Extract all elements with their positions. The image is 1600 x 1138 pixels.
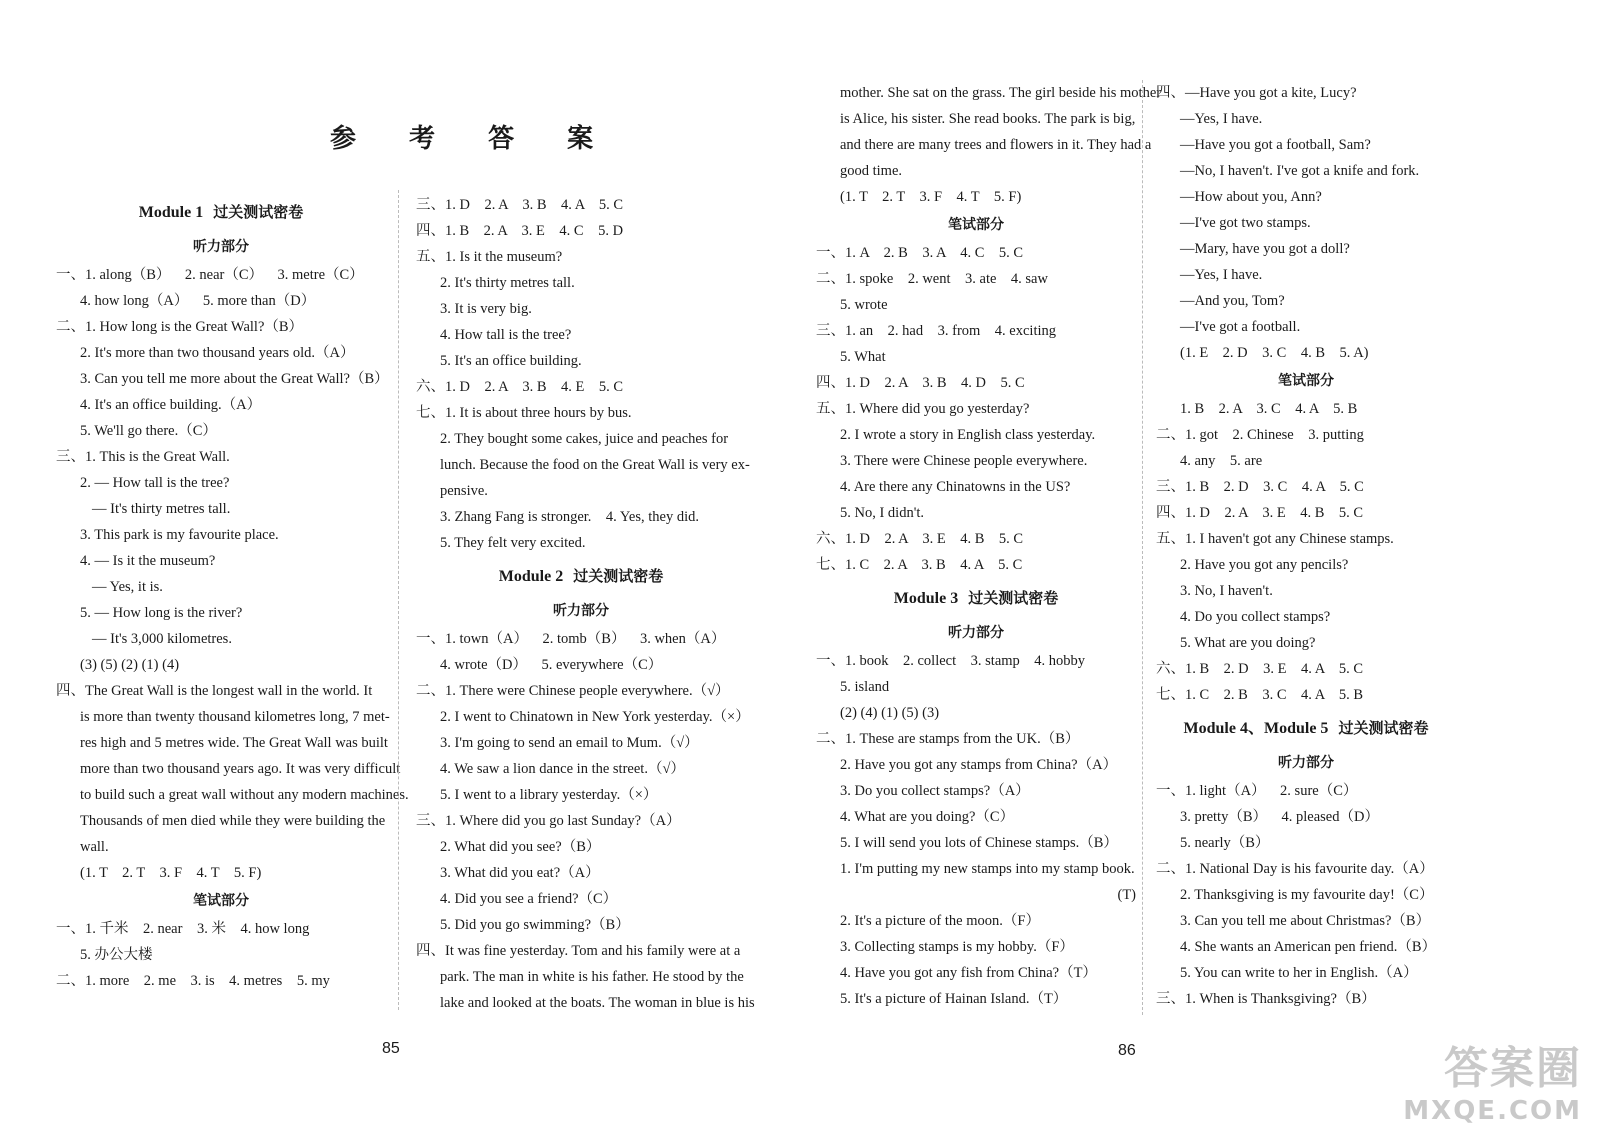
answer-line: lake and looked at the boats. The woman in blue is his <box>440 995 755 1011</box>
answer-line: (1. E 2. D 3. C 4. B 5. A) <box>1180 345 1369 361</box>
answer-line: 3. No, I haven't. <box>1180 583 1273 599</box>
answer-line: 4. Have you got any fish from China?（T） <box>840 965 1097 981</box>
answer-line: 2. It's thirty metres tall. <box>440 275 575 291</box>
answer-line: 3. It is very big. <box>440 301 532 317</box>
answer-line: 3. Zhang Fang is stronger. 4. Yes, they did. <box>440 509 699 525</box>
answer-lines <box>416 626 755 1016</box>
answer-line: 三、1. This is the Great Wall. <box>56 449 230 465</box>
answer-lines <box>816 240 1136 578</box>
answer-line: wall. <box>80 839 109 855</box>
answer-line: 2. They bought some cakes, juice and peaches for <box>440 431 729 447</box>
answer-line: 5. island <box>840 679 890 695</box>
answer-line: 4. any 5. are <box>1180 453 1263 469</box>
answer-line: 1. I'm putting my new stamps into my stamp book. <box>840 861 1135 877</box>
module-1-heading <box>56 192 386 232</box>
answer-line: 5. nearly（B） <box>1180 835 1270 851</box>
answer-line: —Yes, I have. <box>1180 267 1263 283</box>
column-1 <box>56 192 409 994</box>
answer-line: —Have you got a football, Sam? <box>1180 137 1371 153</box>
answer-line: 5. What <box>840 349 886 365</box>
listening-section-title: 听力部分 <box>193 239 249 255</box>
answer-lines <box>1156 778 1456 1012</box>
answer-line: 2. I went to Chinatown in New York yesterday.（×） <box>440 709 750 725</box>
listening-section-title: 听力部分 <box>948 625 1004 641</box>
answer-line: 5. Did you go swimming?（B） <box>440 917 630 933</box>
answer-line: —How about you, Ann? <box>1180 189 1322 205</box>
answer-line: 四、1. D 2. A 3. B 4. D 5. C <box>816 375 1025 391</box>
answer-line: 5. I went to a library yesterday.（×） <box>440 787 658 803</box>
module-2-title: Module 2 <box>498 568 564 585</box>
answer-line: 4. How tall is the tree? <box>440 327 572 343</box>
answer-line: 2. It's more than two thousand years old.（A） <box>80 345 355 361</box>
answer-line: 5. — How long is the river? <box>80 605 243 621</box>
answer-line: 二、1. These are stamps from the UK.（B） <box>816 731 1080 747</box>
answer-line: 四、It was fine yesterday. Tom and his family were at a <box>416 943 741 959</box>
module-2-heading <box>416 556 746 596</box>
answer-line: 4. Do you collect stamps? <box>1180 609 1331 625</box>
answer-line: 5. We'll go there.（C） <box>80 423 217 439</box>
answer-line: 4. wrote（D） 5. everywhere（C） <box>440 657 663 673</box>
column-3 <box>816 80 1162 1012</box>
module-4-5-title-cn: 过关测试密卷 <box>1338 719 1429 737</box>
answer-line: 三、1. When is Thanksgiving?（B） <box>1156 991 1376 1007</box>
answer-line: 5. It's an office building. <box>440 353 582 369</box>
answer-line: 3. Do you collect stamps?（A） <box>840 783 1030 799</box>
answer-line: 3. pretty（B） 4. pleased（D） <box>1180 809 1379 825</box>
answer-line: res high and 5 metres wide. The Great Wall was built <box>80 735 388 751</box>
module-3-title-cn: 过关测试密卷 <box>968 589 1059 607</box>
answer-line: 5. What are you doing? <box>1180 635 1316 651</box>
answer-lines <box>1156 396 1456 708</box>
page-number-left: 85 <box>382 1040 400 1057</box>
answer-line: 5. They felt very excited. <box>440 535 586 551</box>
answer-line: more than two thousand years ago. It was very difficult <box>80 761 401 777</box>
answer-line: park. The man in white is his father. He stood by the <box>440 969 744 985</box>
answer-line: — It's 3,000 kilometres. <box>92 631 232 647</box>
answer-line: (2) (4) (1) (5) (3) <box>840 705 940 721</box>
answer-line: 4. how long（A） 5. more than（D） <box>80 293 316 309</box>
answer-line: 四、1. D 2. A 3. E 4. B 5. C <box>1156 505 1364 521</box>
answer-line: —And you, Tom? <box>1180 293 1285 309</box>
answer-lines <box>816 648 1136 1012</box>
answer-line: (3) (5) (2) (1) (4) <box>80 657 180 673</box>
answer-line: pensive. <box>440 483 488 499</box>
answer-lines <box>56 262 409 886</box>
answer-line: 六、1. D 2. A 3. E 4. B 5. C <box>816 531 1024 547</box>
column-2 <box>416 192 755 1016</box>
answer-line: 2. Have you got any pencils? <box>1180 557 1349 573</box>
module-1-title: Module 1 <box>138 204 204 221</box>
answer-lines <box>816 80 1162 210</box>
answer-line: 一、1. town（A） 2. tomb（B） 3. when（A） <box>416 631 726 647</box>
answer-line: 4. What are you doing?（C） <box>840 809 1015 825</box>
answer-line: — Yes, it is. <box>92 579 163 595</box>
answer-line: 七、1. C 2. B 3. C 4. A 5. B <box>1156 687 1364 703</box>
answer-line: 4. We saw a lion dance in the street.（√） <box>440 761 685 777</box>
module-2-title-cn: 过关测试密卷 <box>573 567 664 585</box>
answer-line: 一、1. 千米 2. near 3. 米 4. how long <box>56 921 310 937</box>
written-section-title: 笔试部分 <box>1278 373 1334 389</box>
answer-line: 4. — Is it the museum? <box>80 553 216 569</box>
answer-line: 五、1. Where did you go yesterday? <box>816 401 1030 417</box>
listening-section-title: 听力部分 <box>1278 755 1334 771</box>
answer-line: to build such a great wall without any modern machines. <box>80 787 409 803</box>
answer-line: is more than twenty thousand kilometres long, 7 met- <box>80 709 390 725</box>
module-4-5-title: Module 4、Module 5 <box>1183 720 1329 737</box>
answer-line: 五、1. Is it the museum? <box>416 249 563 265</box>
answer-line: 二、1. got 2. Chinese 3. putting <box>1156 427 1364 443</box>
module-3-heading <box>816 578 1136 618</box>
answer-line: and there are many trees and flowers in it. They had a <box>840 137 1152 153</box>
answer-line: 一、1. A 2. B 3. A 4. C 5. C <box>816 245 1024 261</box>
answer-line: 三、1. B 2. D 3. C 4. A 5. C <box>1156 479 1364 495</box>
answer-line: — It's thirty metres tall. <box>92 501 231 517</box>
page-number-right: 86 <box>1118 1042 1136 1059</box>
answer-line: 四、The Great Wall is the longest wall in the world. It <box>56 683 373 699</box>
written-section-title: 笔试部分 <box>193 893 249 909</box>
answer-line: Thousands of men died while they were building the <box>80 813 386 829</box>
answer-line: 5. You can write to her in English.（A） <box>1180 965 1418 981</box>
answer-line: —No, I haven't. I've got a knife and fork. <box>1180 163 1420 179</box>
answer-line: 四、1. B 2. A 3. E 4. C 5. D <box>416 223 624 239</box>
answer-line: 七、1. It is about three hours by bus. <box>416 405 632 421</box>
answer-line: —Yes, I have. <box>1180 111 1263 127</box>
divider <box>398 190 399 1010</box>
answer-line: (T) <box>1117 887 1136 903</box>
answer-line: 5. wrote <box>840 297 888 313</box>
answer-line: 七、1. C 2. A 3. B 4. A 5. C <box>816 557 1023 573</box>
answer-line: 4. It's an office building.（A） <box>80 397 262 413</box>
answer-line: 3. There were Chinese people everywhere. <box>840 453 1088 469</box>
column-4 <box>1156 80 1456 1012</box>
module-3-title: Module 3 <box>893 590 959 607</box>
answer-line: 1. B 2. A 3. C 4. A 5. B <box>1180 401 1358 417</box>
answer-line: 3. What did you eat?（A） <box>440 865 600 881</box>
answer-line: 4. She wants an American pen friend.（B） <box>1180 939 1437 955</box>
answer-line: 5. No, I didn't. <box>840 505 924 521</box>
title: 参 考 答 案 <box>330 124 616 154</box>
module-1-title-cn: 过关测试密卷 <box>213 203 304 221</box>
answer-line: 3. Collecting stamps is my hobby.（F） <box>840 939 1074 955</box>
answer-line: 三、1. D 2. A 3. B 4. A 5. C <box>416 197 624 213</box>
answer-line: 四、—Have you got a kite, Lucy? <box>1156 85 1357 101</box>
answer-lines <box>1156 80 1456 366</box>
divider <box>1142 80 1143 1015</box>
answer-line: 4. Did you see a friend?（C） <box>440 891 618 907</box>
answer-line: 二、1. National Day is his favourite day.（A） <box>1156 861 1434 877</box>
answer-line: 5. It's a picture of Hainan Island.（T） <box>840 991 1068 1007</box>
answer-line: —I've got two stamps. <box>1180 215 1311 231</box>
answer-line: 3. Can you tell me about Christmas?（B） <box>1180 913 1431 929</box>
answer-line: 3. This park is my favourite place. <box>80 527 279 543</box>
answer-line: mother. She sat on the grass. The girl beside his mother <box>840 85 1162 101</box>
listening-section-title: 听力部分 <box>553 603 609 619</box>
answer-line: 2. — How tall is the tree? <box>80 475 230 491</box>
answer-line: 2. It's a picture of the moon.（F） <box>840 913 1040 929</box>
answer-line: 二、1. There were Chinese people everywhere.（√） <box>416 683 730 699</box>
watermark <box>1403 1032 1582 1126</box>
answer-line: —I've got a football. <box>1180 319 1301 335</box>
answer-line: 2. Have you got any stamps from China?（A） <box>840 757 1118 773</box>
module-4-5-heading <box>1156 708 1456 748</box>
answer-line: 一、1. book 2. collect 3. stamp 4. hobby <box>816 653 1086 669</box>
answer-line: 2. Thanksgiving is my favourite day!（C） <box>1180 887 1434 903</box>
answer-line: 5. I will send you lots of Chinese stamps.（B） <box>840 835 1118 851</box>
answer-line: lunch. Because the food on the Great Wall is very ex- <box>440 457 750 473</box>
answer-line: —Mary, have you got a doll? <box>1180 241 1350 257</box>
answer-line: 二、1. spoke 2. went 3. ate 4. saw <box>816 271 1048 287</box>
answer-line: 三、1. an 2. had 3. from 4. exciting <box>816 323 1057 339</box>
answer-line: 五、1. I haven't got any Chinese stamps. <box>1156 531 1394 547</box>
watermark-url: MXQE.COM <box>1403 1096 1582 1126</box>
answer-line: 2. What did you see?（B） <box>440 839 601 855</box>
answer-line: 六、1. D 2. A 3. B 4. E 5. C <box>416 379 624 395</box>
answer-line: 一、1. along（B） 2. near（C） 3. metre（C） <box>56 267 364 283</box>
answer-lines <box>416 192 750 556</box>
answer-line: (1. T 2. T 3. F 4. T 5. F) <box>80 865 262 881</box>
answer-line: is Alice, his sister. She read books. The park is big, <box>840 111 1136 127</box>
watermark-logo: 答案圈 <box>1444 1043 1582 1094</box>
written-section-title: 笔试部分 <box>948 217 1004 233</box>
answer-line: 二、1. How long is the Great Wall?（B） <box>56 319 304 335</box>
answer-line: (1. T 2. T 3. F 4. T 5. F) <box>840 189 1022 205</box>
answer-line: 二、1. more 2. me 3. is 4. metres 5. my <box>56 973 330 989</box>
answer-line: 5. 办公大楼 <box>80 947 153 963</box>
answer-line: 3. I'm going to send an email to Mum.（√） <box>440 735 699 751</box>
answer-line: 4. Are there any Chinatowns in the US? <box>840 479 1071 495</box>
answer-line: 3. Can you tell me more about the Great Wall?（B） <box>80 371 389 387</box>
answer-lines <box>56 916 386 994</box>
answer-line: 2. I wrote a story in English class yesterday. <box>840 427 1096 443</box>
answer-line: 一、1. light（A） 2. sure（C） <box>1156 783 1358 799</box>
answer-line: good time. <box>840 163 903 179</box>
answer-line: 六、1. B 2. D 3. E 4. A 5. C <box>1156 661 1364 677</box>
answer-line: 三、1. Where did you go last Sunday?（A） <box>416 813 681 829</box>
